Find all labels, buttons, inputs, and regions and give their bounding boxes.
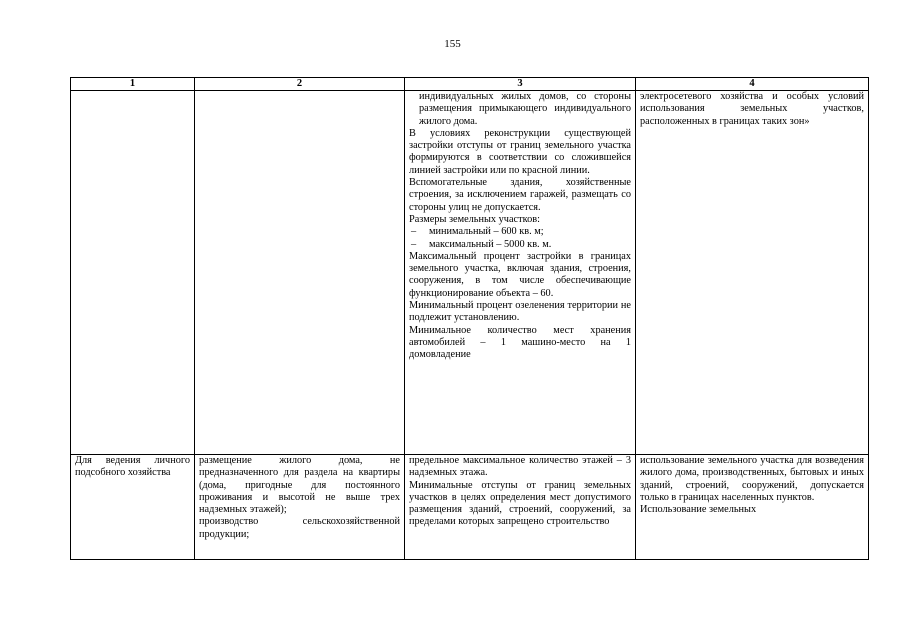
cell-content [199,455,400,553]
column-header-3: 3 [405,78,636,91]
paragraph: Вспомогательные здания, хозяйственные строения, за исключением гаражей, размещать со стороны улиц не допускается. [409,177,631,213]
column-header-4: 4 [636,78,869,91]
land-use-type: Для ведения личного подсобного хозяйства [75,455,190,479]
cell-r1-c2 [195,91,405,455]
paragraph: Минимальный процент озеленения территории не подлежит установлению. [409,300,631,324]
paragraph: размещение жилого дома, не предназначенного для раздела на квартиры (дома, пригодные для постоянного проживания и высотой не выше трех надземных этажей); [199,455,400,516]
table-header-row [71,78,869,91]
cell-r2-c4 [636,455,869,560]
paragraph: предельное максимальное количество этажей – 3 надземных этажа. [409,455,631,479]
paragraph: Размеры земельных участков: [409,213,540,225]
cell-r1-c3 [405,91,636,455]
paragraph: В условиях реконструкции существующей застройки отступы от границ земельного участка формируются в соответствии со сложившейся линией застройки или по красной линии. [409,127,631,176]
list-item: – минимальный – 600 кв. м; [409,226,631,238]
paragraph: электросетевого хозяйства и особых условий использования земельных участков, расположенных в границах таких зон» [640,91,864,127]
paragraph: Использование земельных [640,504,757,516]
column-header-2: 2 [195,78,405,91]
cell-r2-c3 [405,455,636,560]
paragraph: индивидуальных жилых домов, со стороны размещения примыкающего индивидуального жилого дома. [419,91,631,127]
paragraph: Минимальное количество мест хранения автомобилей – 1 машино-место на 1 домовладение [409,324,631,361]
table-row [71,455,869,560]
paragraph: производство сельскохозяйственной продукции; [199,516,400,540]
paragraph: Максимальный процент застройки в границах земельного участка, включая здания, строения, сооружения, в том числе обеспечивающие функционирование объекта – 60. [409,250,631,299]
paragraph: использование земельного участка для возведения жилого дома, производственных, бытовых и иных зданий, строений, сооружений, допускается только в границах населенных пунктов. [640,455,864,503]
cell-r2-c2 [195,455,405,560]
cell-content [409,455,631,553]
cell-r2-c1 [71,455,195,560]
cell-r1-c1 [71,91,195,455]
page-number: 155 [444,38,461,50]
cell-content [640,455,864,553]
paragraph: Минимальные отступы от границ земельных участков в целях определения мест допустимого размещения зданий, строений, сооружений, за пределами которых запрещено строительство [409,479,631,528]
table-row [71,91,869,455]
list-item: – максимальный – 5000 кв. м. [409,239,631,251]
cell-r1-c4 [636,91,869,455]
column-header-1: 1 [71,78,195,91]
zoning-table [70,77,869,560]
